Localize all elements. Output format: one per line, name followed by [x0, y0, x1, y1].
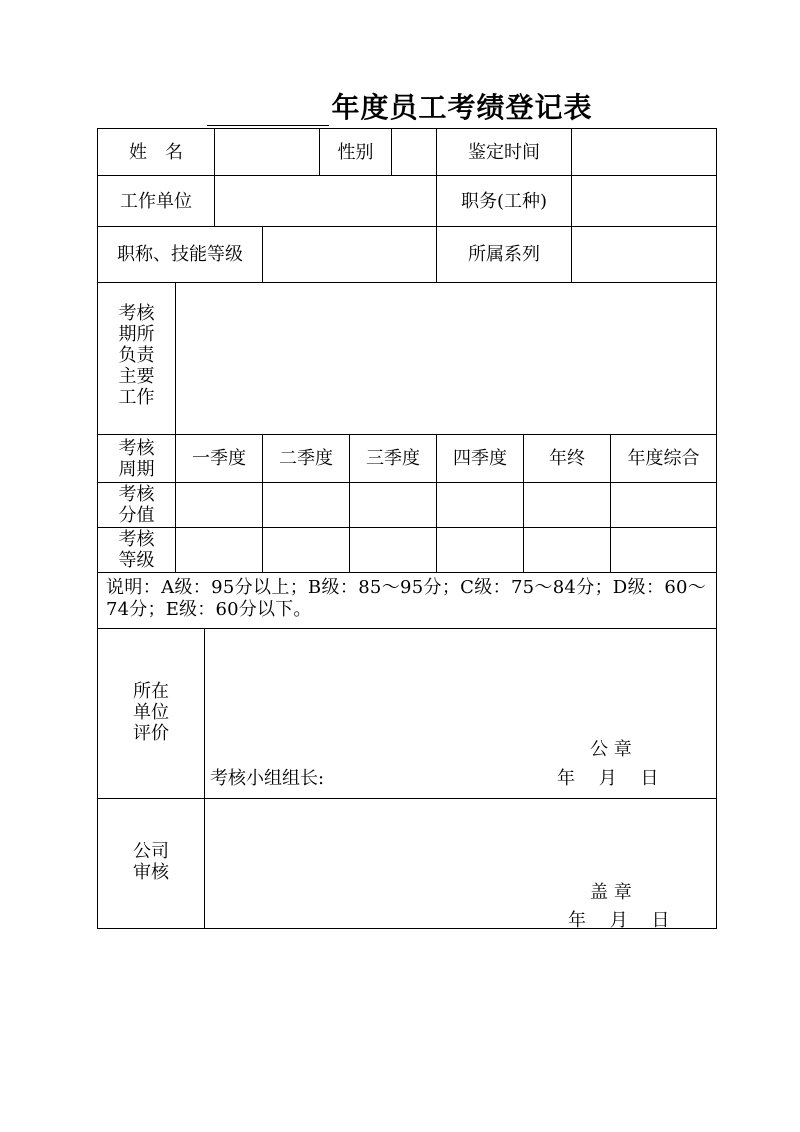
period-label: 考核 周期: [118, 437, 155, 480]
score-q3-field[interactable]: [350, 483, 436, 527]
unit-eval-date: 年 月 日: [557, 768, 659, 789]
score-q4-field[interactable]: [437, 483, 523, 527]
form-title: [0, 86, 800, 126]
score-year-end-field[interactable]: [524, 483, 610, 527]
period-annual: 年度综合: [627, 448, 700, 469]
grade-q4-field[interactable]: [437, 528, 523, 572]
department-series-field[interactable]: [572, 227, 716, 282]
title-skill-field[interactable]: [263, 227, 436, 282]
position-field[interactable]: [572, 176, 716, 226]
period-q3: 三季度: [366, 448, 420, 469]
grade-q3-field[interactable]: [350, 528, 436, 572]
gender-label: 性别: [337, 141, 374, 163]
main-work-field[interactable]: [176, 283, 716, 434]
review-time-field[interactable]: [572, 129, 716, 175]
period-q4: 四季度: [453, 448, 507, 469]
grade-annual-field[interactable]: [611, 528, 716, 572]
grading-note: 说明：A级：95分以上；B级：85～95分；C级：75～84分；D级：60～74分；E级：60分以下。: [106, 577, 706, 620]
unit-eval-seal: 公 章: [590, 739, 632, 760]
score-annual-field[interactable]: [611, 483, 716, 527]
period-q1: 一季度: [192, 448, 246, 469]
grade-year-end-field[interactable]: [524, 528, 610, 572]
name-field[interactable]: [215, 129, 319, 175]
period-q2: 二季度: [279, 448, 333, 469]
score-label: 考核 分值: [118, 484, 155, 526]
work-unit-field[interactable]: [215, 176, 436, 226]
company-review-label: 公司 审核: [133, 841, 169, 883]
form-title-text: 年度员工考绩登记表: [331, 91, 593, 124]
grade-q2-field[interactable]: [263, 528, 349, 572]
main-work-label: 考核 期所 负责 主要 工作: [118, 303, 155, 408]
company-review-seal: 盖 章: [590, 882, 632, 903]
title-skill-label: 职称、技能等级: [117, 244, 243, 265]
score-q1-field[interactable]: [176, 483, 262, 527]
grade-label: 考核 等级: [118, 529, 155, 571]
period-year-end: 年终: [549, 448, 585, 469]
position-label: 职务(工种): [460, 190, 548, 212]
unit-eval-label: 所在 单位 评价: [133, 681, 169, 744]
year-blank[interactable]: [207, 93, 329, 126]
review-time-label: 鉴定时间: [468, 141, 540, 163]
score-q2-field[interactable]: [263, 483, 349, 527]
work-unit-label: 工作单位: [120, 190, 192, 212]
department-series-label: 所属系列: [468, 244, 540, 265]
unit-eval-leader: 考核小组组长:: [210, 768, 325, 789]
company-review-date: 年 月 日: [568, 910, 670, 931]
name-label: 姓 名: [129, 141, 183, 163]
grade-q1-field[interactable]: [176, 528, 262, 572]
gender-field[interactable]: [392, 129, 436, 175]
